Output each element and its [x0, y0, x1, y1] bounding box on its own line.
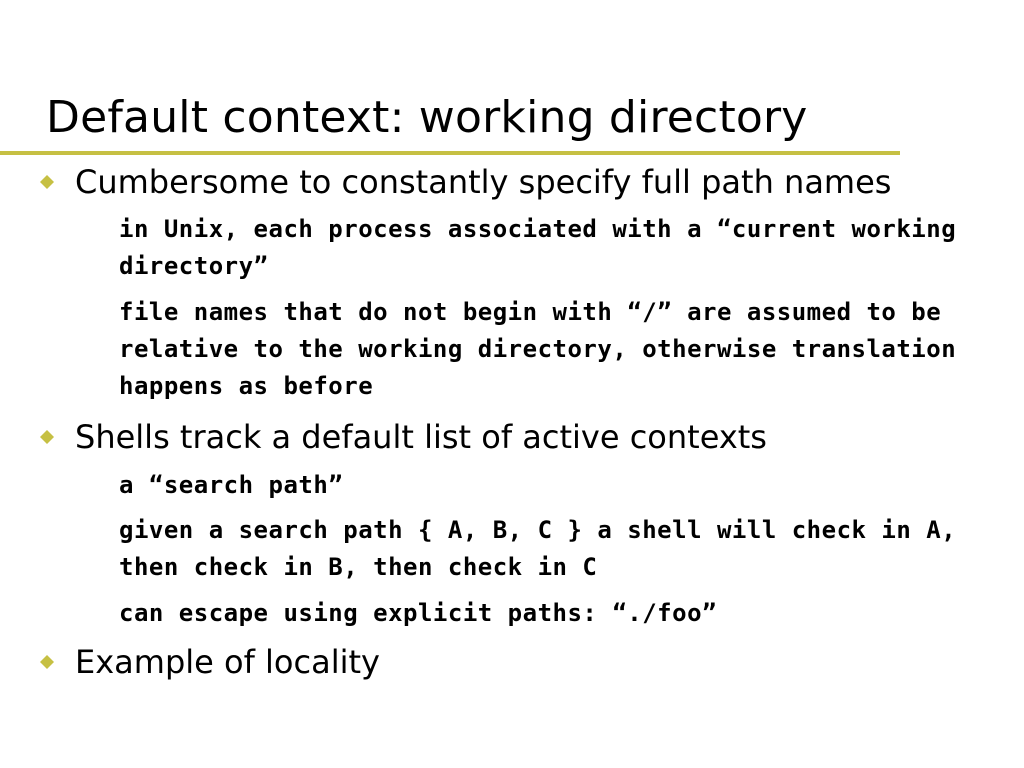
- bullet-text: Shells track a default list of active contexts: [75, 418, 767, 456]
- sub-item: can escape using explicit paths: “./foo”: [119, 599, 717, 627]
- bullet-text: Example of locality: [75, 643, 380, 681]
- diamond-bullet-icon: [40, 175, 54, 189]
- title-underline: [0, 151, 900, 155]
- bullet-text: Cumbersome to constantly specify full path names: [75, 163, 892, 201]
- sub-item: a “search path”: [119, 471, 344, 499]
- sub-item: in Unix, each process associated with a “current working directory”: [119, 215, 957, 280]
- slide-title: Default context: working directory: [46, 92, 808, 143]
- diamond-bullet-icon: [40, 430, 54, 444]
- sub-item: given a search path { A, B, C } a shell will check in A, then check in B, then check in C: [119, 516, 957, 581]
- diamond-bullet-icon: [40, 655, 54, 669]
- sub-item: file names that do not begin with “/” are assumed to be relative to the working directory, otherwise translation happens as before: [119, 298, 957, 400]
